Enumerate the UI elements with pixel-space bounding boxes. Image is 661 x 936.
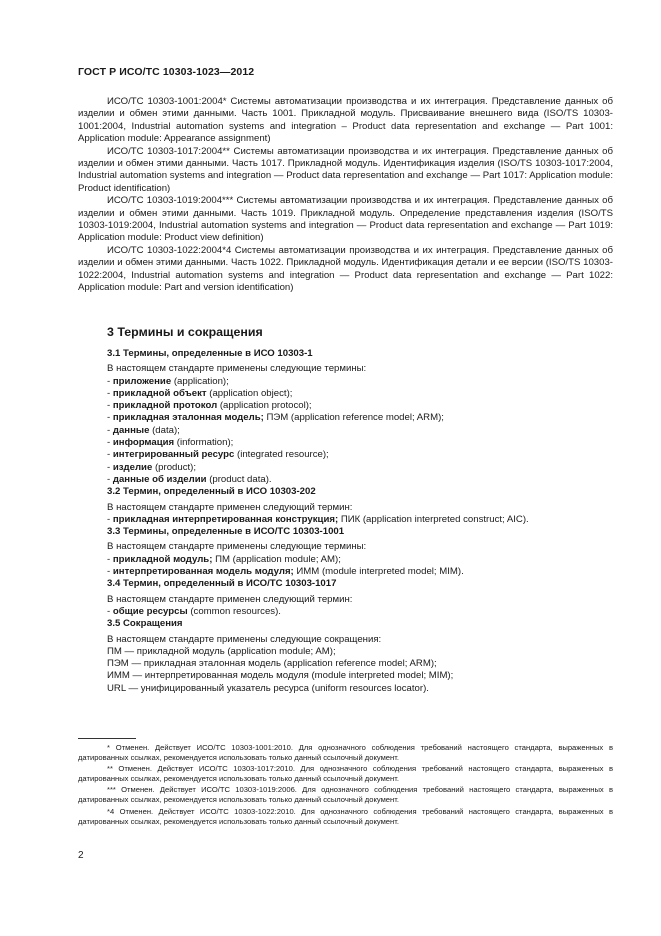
term-name: приложение — [112, 375, 172, 387]
abbreviation-line: ПЭМ — прикладная эталонная модель (application reference model; ARM); — [107, 658, 437, 670]
abbreviation-line: ПМ — прикладной модуль (application module; AM); — [107, 645, 336, 657]
term-item: - прикладная интерпретированная конструкция; ПИК (application interpreted construct; AIC). — [107, 513, 529, 525]
term-definition: (application); — [171, 375, 229, 387]
term-name: данные об изделии — [112, 473, 207, 485]
term-definition: (application protocol); — [217, 400, 312, 412]
subsection-title: 3.5 Сокращения — [107, 618, 183, 630]
terms-section — [107, 348, 613, 695]
reference-item: ИСО/ТС 10303-1001:2004* Системы автоматизации производства и их интеграция. Представление данных об изделии и обмен этими данными. Часть 1001. Прикладной модуль. Присваивание внешнего вида (ISO/TS 10303-1001:2004, Industrial automation systems and integration – Product data representation and exchange — Part 1001: Application module: Appearance assignment) — [78, 96, 613, 145]
term-list — [107, 554, 613, 579]
footnote: * Отменен. Действует ИСО/ТС 10303-1001:2010. Для однозначного соблюдения требований настоящего стандарта, выраженных в датированных ссылках, рекомендуется использовать только данный ссылочный документ. — [78, 743, 613, 763]
term-item: - интерпретированная модель модуля; ИММ (module interpreted model; MIM). — [107, 566, 464, 578]
term-item: - данные об изделии (product data). — [107, 473, 272, 485]
term-name: данные — [112, 424, 150, 436]
term-definition: (information); — [174, 437, 234, 449]
term-name: интегрированный ресурс — [112, 449, 235, 461]
term-item: - изделие (product); — [107, 461, 197, 473]
subsection-title: 3.2 Термин, определенный в ИСО 10303-202 — [107, 486, 316, 498]
term-item: - прикладная эталонная модель; ПЭМ (application reference model; ARM); — [107, 412, 444, 424]
term-item: - прикладной модуль; ПМ (application module; AM); — [107, 553, 341, 565]
term-name: интерпретированная модель модуля; — [112, 566, 294, 578]
subsection-intro: В настоящем стандарте применен следующий термин: — [107, 593, 353, 605]
term-definition: (common resources). — [187, 605, 281, 617]
reference-list — [78, 96, 613, 295]
term-item: - прикладной протокол (application protocol); — [107, 400, 312, 412]
page-header: ГОСТ Р ИСО/ТС 10303-1023—2012 — [78, 66, 255, 78]
reference-item: ИСО/ТС 10303-1017:2004** Системы автоматизации производства и их интеграция. Представление данных об изделии и обмен этими данными. Часть 1017. Прикладной модуль. Идентификация изделия (ISO/TS 10303-1017:2004, Industrial automation systems and integration — Product data representation and exchange — Part 1017: Application module: Product identification) — [78, 145, 613, 194]
footnote: *4 Отменен. Действует ИСО/ТС 10303-1022:2010. Для однозначного соблюдения требований настоящего стандарта, выраженных в датированных ссылках, рекомендуется использовать только данный ссылочный документ. — [78, 806, 613, 826]
term-name: общие ресурсы — [112, 605, 188, 617]
term-name: прикладной протокол — [112, 400, 218, 412]
term-item: - данные (data); — [107, 424, 180, 436]
reference-item: ИСО/ТС 10303-1022:2004*4 Системы автоматизации производства и их интеграция. Представление данных об изделии и обмен этими данными. Часть 1022. Прикладной модуль. Идентификация детали и ее версии (ISO/TS 10303-1022:2004, Industrial automation systems and integration — Product data representation and exchange — Part 1022: Application module: Part and version identification) — [78, 244, 613, 294]
term-definition: (application object); — [206, 387, 293, 399]
term-definition: (product); — [152, 461, 197, 473]
term-item: - приложение (application); — [107, 375, 229, 387]
term-item: - общие ресурсы (common resources). — [107, 605, 281, 617]
term-list — [107, 514, 613, 526]
term-definition: ПМ (application module; AM); — [212, 553, 341, 565]
footnotes — [78, 743, 613, 828]
term-name: прикладной модуль; — [112, 553, 213, 565]
subsection-title: 3.4 Термин, определенный в ИСО/ТС 10303-1017 — [107, 578, 337, 590]
term-name: прикладной объект — [112, 387, 207, 399]
term-definition: ПИК (application interpreted construct; AIC). — [338, 513, 529, 525]
subsection-title: 3.3 Термины, определенные в ИСО/ТС 10303-1001 — [107, 526, 345, 538]
term-name: изделие — [112, 461, 153, 473]
section-title: 3 Термины и сокращения — [107, 325, 263, 339]
page-number: 2 — [78, 850, 84, 861]
term-item: - информация (information); — [107, 437, 234, 449]
term-list — [107, 376, 613, 487]
term-list — [107, 606, 613, 618]
term-name: прикладная интерпретированная конструкция; — [112, 513, 339, 525]
term-name: прикладная эталонная модель; — [112, 412, 264, 424]
term-definition: (data); — [149, 424, 180, 436]
subsection-intro: В настоящем стандарте применен следующий термин: — [107, 501, 353, 513]
term-definition: ИММ (module interpreted model; MIM). — [293, 566, 464, 578]
term-item: - прикладной объект (application object); — [107, 387, 293, 399]
subsection-intro: В настоящем стандарте применены следующие сокращения: — [107, 633, 382, 645]
term-name: информация — [112, 437, 175, 449]
footnote: ** Отменен. Действует ИСО/ТС 10303-1017:2010. Для однозначного соблюдения требований настоящего стандарта, выраженных в датированных ссылках, рекомендуется использовать только данный ссылочный документ. — [78, 764, 613, 784]
term-definition: (product data). — [206, 473, 272, 485]
subsection-title: 3.1 Термины, определенные в ИСО 10303-1 — [107, 348, 313, 359]
abbreviation-line: URL — унифицированный указатель ресурса (uniform resources locator). — [107, 682, 429, 694]
abbreviation-line: ИММ — интерпретированная модель модуля (module interpreted model; MIM); — [107, 670, 454, 682]
subsection-intro: В настоящем стандарте применены следующие термины: — [107, 541, 367, 553]
term-definition: ПЭМ (application reference model; ARM); — [263, 412, 444, 424]
footnote: *** Отменен. Действует ИСО/ТС 10303-1019:2006. Для однозначного соблюдения требований настоящего стандарта, выраженных в датированных ссылках, рекомендуется использовать только данный ссылочный документ. — [78, 785, 613, 805]
term-definition: (integrated resource); — [234, 449, 329, 461]
term-item: - интегрированный ресурс (integrated resource); — [107, 449, 329, 461]
subsection-intro: В настоящем стандарте применены следующие термины: — [107, 363, 367, 375]
reference-item: ИСО/ТС 10303-1019:2004*** Системы автоматизации производства и их интеграция. Представление данных об изделии и обмен этими данными. Часть 1019. Прикладной модуль. Определение представления изделия (ISO/TS 10303-1019:2004, Industrial automation systems and integration — Product data representation and exchange — Part 1019: Application module: Product view definition) — [78, 195, 613, 244]
footnote-rule — [78, 738, 136, 739]
